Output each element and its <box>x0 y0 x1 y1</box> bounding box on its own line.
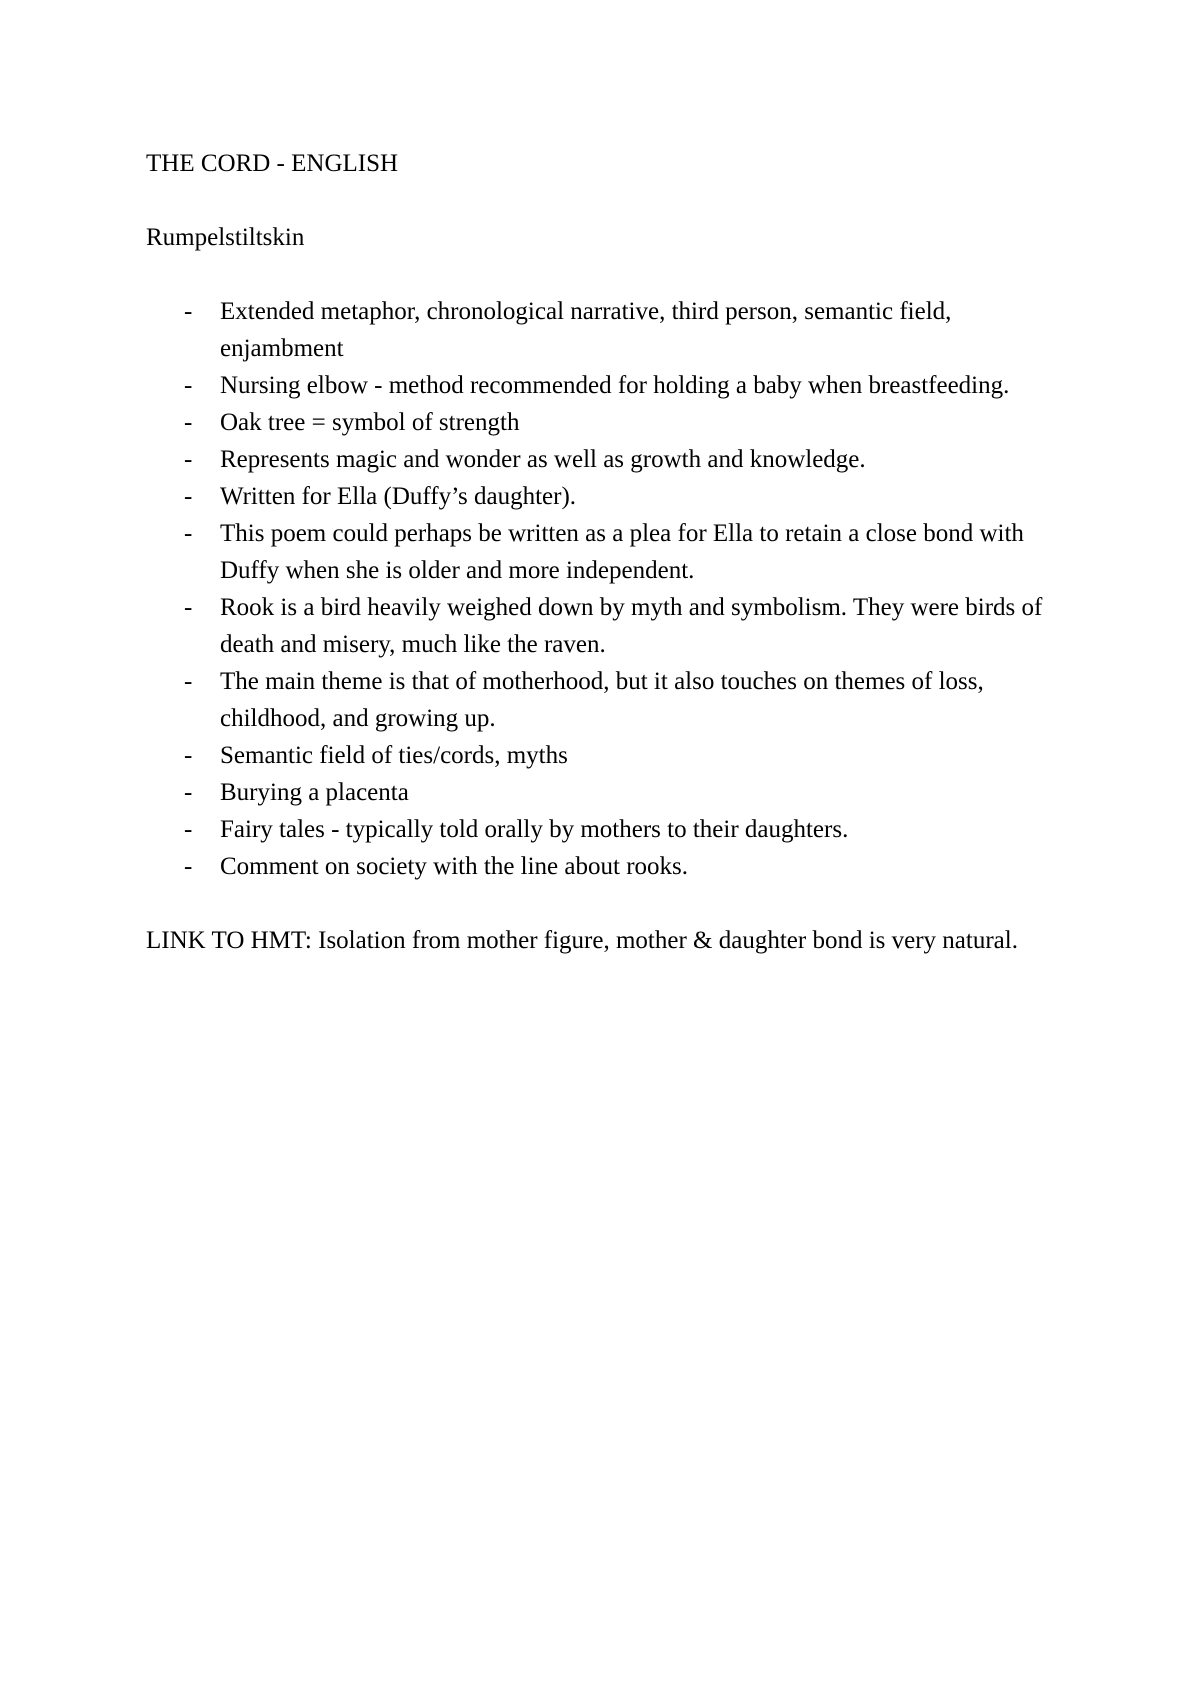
bullet-dash: - <box>184 298 193 325</box>
list-item-text: This poem could perhaps be written as a plea for Ella to retain a close bond with Duffy when she is older and more independent. <box>220 520 1024 584</box>
list-item-text: Nursing elbow - method recommended for holding a baby when breastfeeding. <box>220 372 1010 399</box>
list-item <box>146 367 1076 404</box>
list-item <box>146 737 1076 774</box>
bullet-dash: - <box>184 668 193 695</box>
notes-list <box>146 293 1076 885</box>
list-item-text: Fairy tales - typically told orally by mothers to their daughters. <box>220 816 849 843</box>
bullet-dash: - <box>184 520 193 547</box>
list-item <box>146 663 1076 737</box>
list-item-text: Rook is a bird heavily weighed down by myth and symbolism. They were birds of death and misery, much like the raven. <box>220 594 1043 658</box>
document-content <box>146 145 1076 959</box>
bullet-dash: - <box>184 409 193 436</box>
link-to-hmt-note: LINK TO HMT: Isolation from mother figure, mother & daughter bond is very natural. <box>146 927 1018 954</box>
list-item-text: Oak tree = symbol of strength <box>220 409 520 436</box>
list-item <box>146 848 1076 885</box>
bullet-dash: - <box>184 779 193 806</box>
bullet-dash: - <box>184 853 193 880</box>
bullet-dash: - <box>184 816 193 843</box>
list-item-text: Written for Ella (Duffy’s daughter). <box>220 483 577 510</box>
list-item-text: Comment on society with the line about rooks. <box>220 853 688 880</box>
list-item-text: The main theme is that of motherhood, but it also touches on themes of loss, childhood, and growing up. <box>220 668 984 732</box>
list-item <box>146 293 1076 367</box>
list-item-text: Extended metaphor, chronological narrative, third person, semantic field, enjambment <box>220 298 952 362</box>
list-item-text: Semantic field of ties/cords, myths <box>220 742 568 769</box>
list-item <box>146 404 1076 441</box>
bullet-dash: - <box>184 372 193 399</box>
list-item <box>146 441 1076 478</box>
bullet-dash: - <box>184 742 193 769</box>
list-item <box>146 774 1076 811</box>
bullet-dash: - <box>184 446 193 473</box>
list-item <box>146 515 1076 589</box>
document-title: THE CORD - ENGLISH <box>146 150 399 177</box>
bullet-dash: - <box>184 594 193 621</box>
list-item <box>146 589 1076 663</box>
list-item <box>146 478 1076 515</box>
document-subtitle: Rumpelstiltskin <box>146 224 305 251</box>
list-item-text: Burying a placenta <box>220 779 409 806</box>
bullet-dash: - <box>184 483 193 510</box>
list-item <box>146 811 1076 848</box>
list-item-text: Represents magic and wonder as well as growth and knowledge. <box>220 446 866 473</box>
